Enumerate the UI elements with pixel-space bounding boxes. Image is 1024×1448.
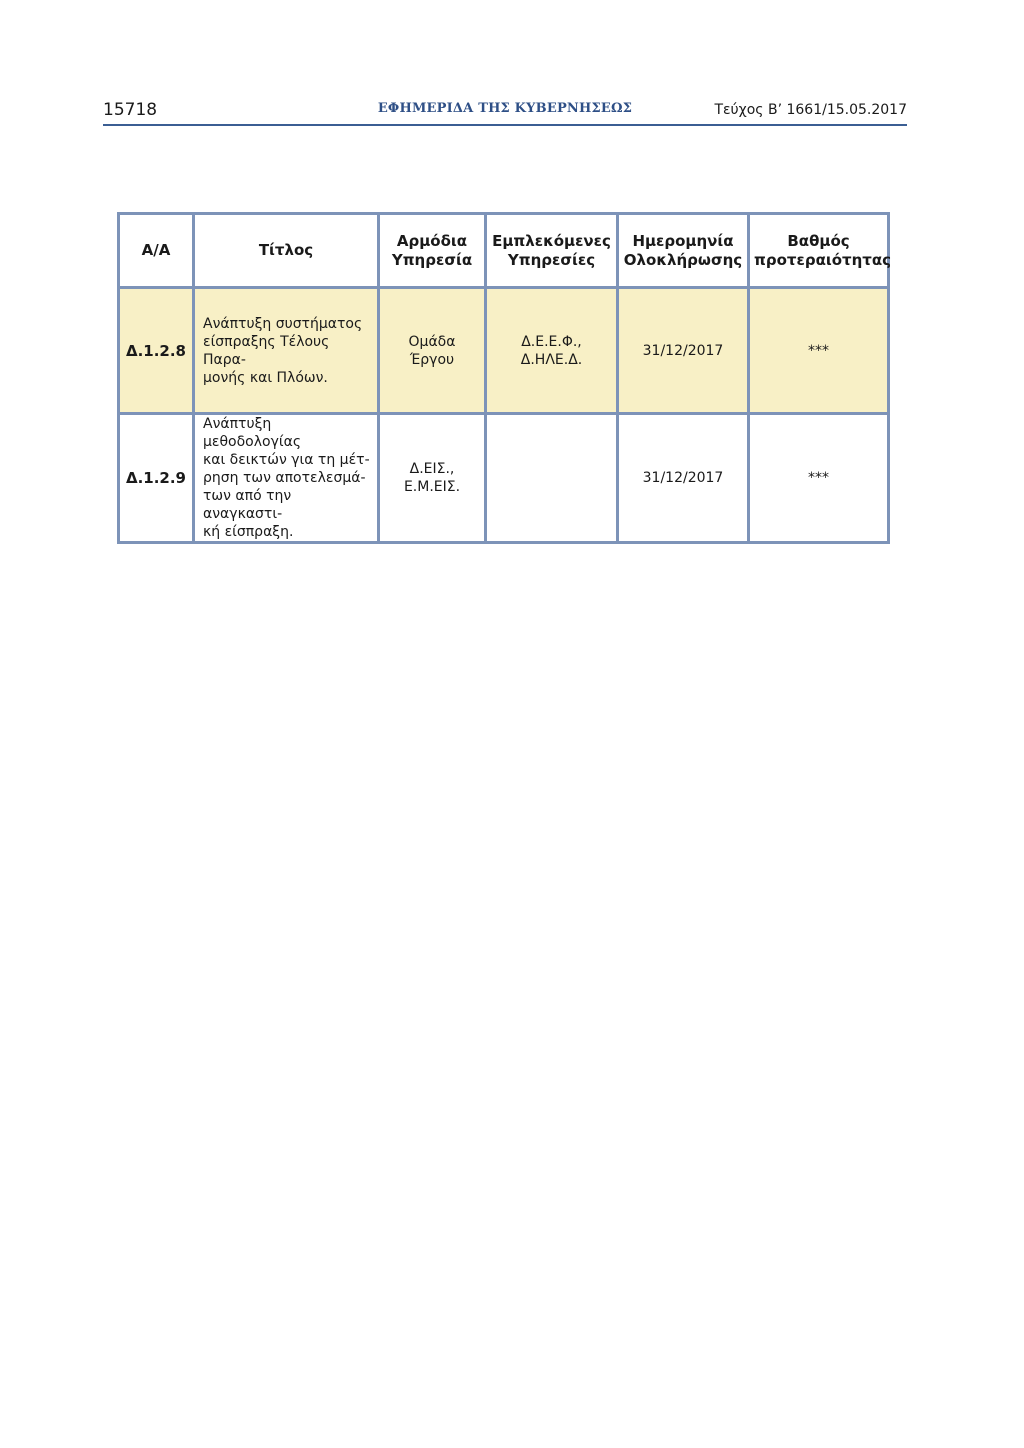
gazette-title: ΕΦΗΜΕΡΙΔΑ ΤΗΣ ΚΥΒΕΡΝΗΣΕΩΣ xyxy=(377,101,633,116)
row-involved-services xyxy=(486,414,618,543)
row-involved-services: Δ.Ε.Ε.Φ., Δ.ΗΛΕ.Δ. xyxy=(486,288,618,414)
row-title: Ανάπτυξη συστήματος είσπραξης Τέλους Παρα- μονής και Πλόων. xyxy=(194,288,379,414)
actions-table xyxy=(117,212,890,544)
row-completion-date: 31/12/2017 xyxy=(618,414,749,543)
column-header-priority: Βαθμός προτεραιότητας xyxy=(749,214,889,288)
row-code: Δ.1.2.9 xyxy=(119,414,194,543)
column-header-responsible-service: Αρμόδια Υπηρεσία xyxy=(379,214,486,288)
table-row xyxy=(119,288,889,414)
column-header-involved-services: Εμπλεκόμενες Υπηρεσίες xyxy=(486,214,618,288)
issue-reference: Τεύχος Β’ 1661/15.05.2017 xyxy=(714,102,907,118)
column-header-aa: Α/Α xyxy=(119,214,194,288)
column-header-completion-date: Ημερομηνία Ολοκλήρωσης xyxy=(618,214,749,288)
table-header-row xyxy=(119,214,889,288)
row-responsible-service: Δ.ΕΙΣ., Ε.Μ.ΕΙΣ. xyxy=(379,414,486,543)
row-completion-date: 31/12/2017 xyxy=(618,288,749,414)
page-number: 15718 xyxy=(103,100,158,120)
row-title: Ανάπτυξη μεθοδολογίας και δεικτών για τη μέτ- ρηση των αποτελεσμά- των από την αναγκαστι- κή είσπραξη. xyxy=(194,414,379,543)
row-responsible-service: Ομάδα Έργου xyxy=(379,288,486,414)
row-priority: *** xyxy=(749,414,889,543)
row-code: Δ.1.2.8 xyxy=(119,288,194,414)
column-header-title: Τίτλος xyxy=(194,214,379,288)
row-priority: *** xyxy=(749,288,889,414)
table-row xyxy=(119,414,889,543)
page-header xyxy=(103,98,907,126)
